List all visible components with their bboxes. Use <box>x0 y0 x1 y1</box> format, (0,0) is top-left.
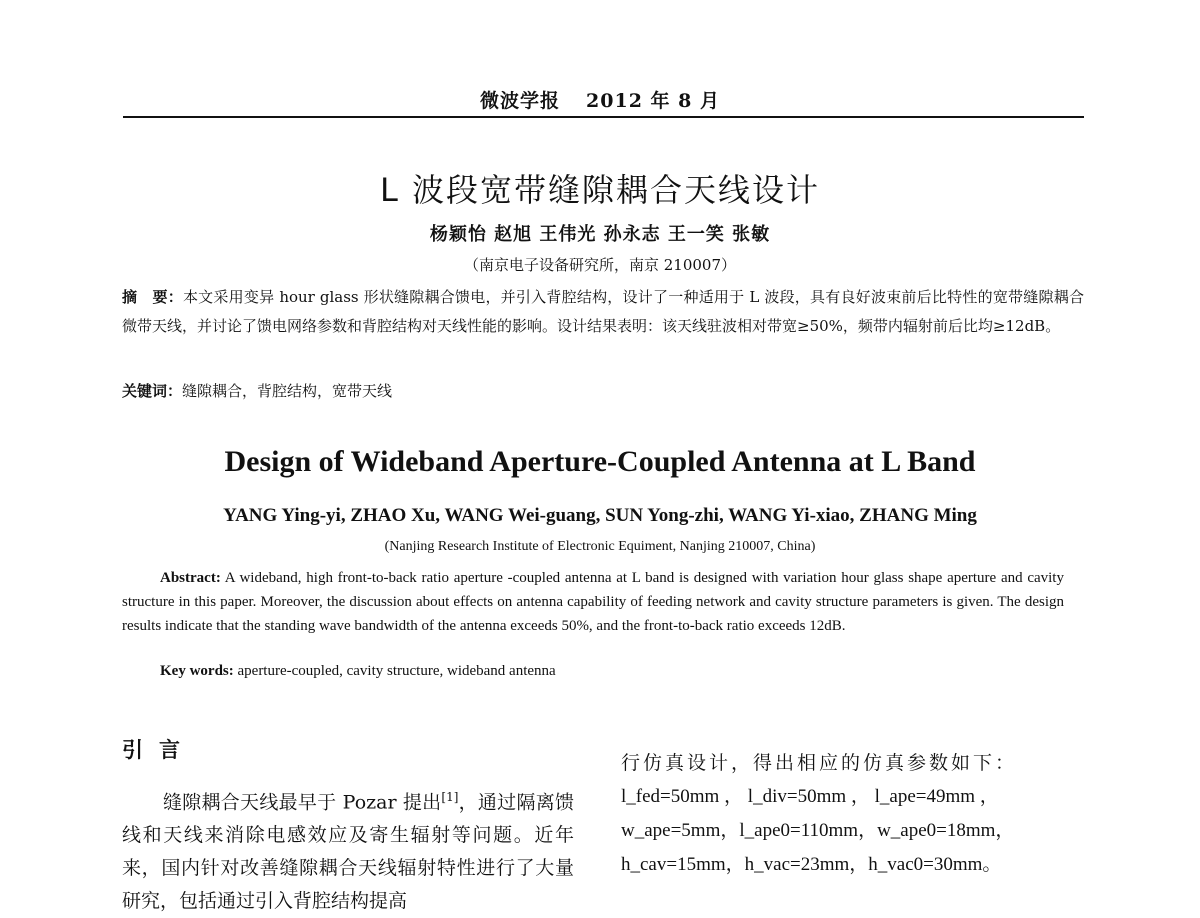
sim-params-line-1: l_fed=50mm ， l_div=50mm ， l_ape=49mm ， <box>621 786 999 807</box>
english-keywords-label: Key words: <box>160 663 234 679</box>
english-authors: YANG Ying-yi, ZHAO Xu, WANG Wei-guang, SUN Yong-zhi, WANG Yi-xiao, ZHANG Ming <box>223 505 977 526</box>
english-abstract-text: A wideband, high front-to-back ratio aperture -coupled antenna at L band is designed with variation hour glass shape aperture and cavity structure in this paper. Moreover, the discussion about effects on antenna capability of feeding network and cavity structure parameters is given. The design results indicate that the standing wave bandwidth of the antenna exceeds 50%, and the front-to-back ratio exceeds 12dB. <box>122 570 1064 634</box>
sim-params-line-3: h_cav=15mm，h_vac=23mm，h_vac0=30mm。 <box>621 854 1002 875</box>
english-abstract-label: Abstract: <box>160 570 221 586</box>
chinese-keywords <box>122 380 392 401</box>
chinese-abstract-label: 摘 要： <box>122 288 183 306</box>
running-header <box>0 86 1200 113</box>
journal-name: 微波学报 <box>480 90 561 112</box>
chinese-affiliation: （南京电子设备研究所，南京 210007） <box>463 256 737 274</box>
body-left-column <box>122 781 574 918</box>
section-heading-introduction: 引言 <box>122 738 196 762</box>
chinese-abstract <box>122 283 1084 341</box>
chinese-title: L 波段宽带缝隙耦合天线设计 <box>379 171 820 209</box>
citation-ref: [1] <box>441 790 459 804</box>
right-col-line-1: 行仿真设计，得出相应的仿真参数如下： <box>621 752 1018 774</box>
english-keywords <box>160 663 556 680</box>
chinese-abstract-text: 本文采用变异 hour glass 形状缝隙耦合馈电，并引入背腔结构，设计了一种适用于 L 波段，具有良好波束前后比特性的宽带缝隙耦合微带天线，并讨论了馈电网络参数和背腔结构对天线性能的影响。设计结果表明：该天线驻波相对带宽≥50%，频带内辐射前后比均≥12dB。 <box>122 288 1084 335</box>
intro-text-start: 缝隙耦合天线最早于 Pozar 提出 <box>163 791 442 814</box>
english-abstract <box>122 566 1064 638</box>
english-title: Design of Wideband Aperture-Coupled Antenna at L Band <box>224 445 976 478</box>
english-affiliation: (Nanjing Research Institute of Electronic Equiment, Nanjing 210007, China) <box>384 539 816 554</box>
sim-params-line-2: w_ape=5mm，l_ape0=110mm，w_ape0=18mm， <box>621 820 1015 841</box>
issue-date: 2012 年 8 月 <box>586 90 720 112</box>
english-keywords-text: aperture-coupled, cavity structure, wideband antenna <box>237 663 556 679</box>
body-right-column <box>621 746 1068 882</box>
chinese-keywords-label: 关键词： <box>122 382 183 400</box>
chinese-keywords-text: 缝隙耦合，背腔结构，宽带天线 <box>182 382 393 400</box>
header-rule <box>123 116 1084 118</box>
chinese-authors: 杨颖怡 赵旭 王伟光 孙永志 王一笑 张敏 <box>429 224 771 245</box>
intro-text-rest: ，通过隔离馈线和天线来消除电感效应及寄生辐射等问题。近年来，国内针对改善缝隙耦合天线辐射特性进行了大量研究，包括通过引入背腔结构提高 <box>122 791 574 913</box>
